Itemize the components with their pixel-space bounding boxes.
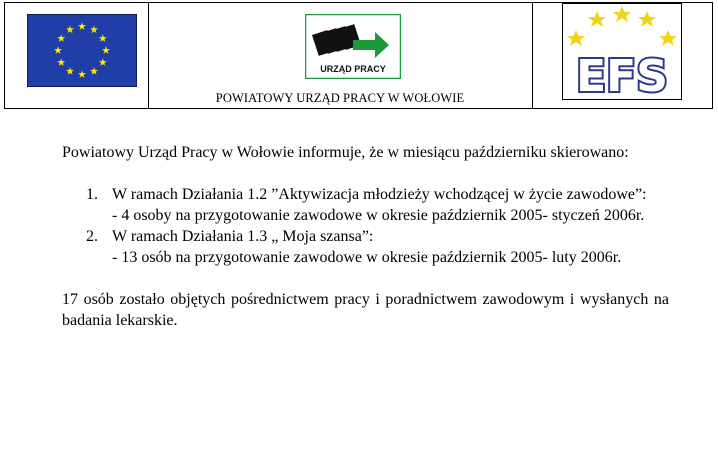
urzad-pracy-logo-text: URZĄD PRACY	[320, 64, 386, 74]
list-item	[62, 226, 669, 268]
referral-list	[62, 184, 669, 268]
eu-flag-icon	[27, 14, 137, 87]
list-item-number: 2.	[86, 228, 98, 245]
efs-logo	[562, 3, 682, 100]
urzad-pracy-logo	[305, 14, 401, 79]
list-item-title: W ramach Działania 1.2 ”Aktywizacja młodzieży wchodzącej w życie zawodowe”:	[112, 186, 647, 203]
efs-logo-text: EFS	[576, 51, 668, 100]
document-body	[62, 142, 669, 331]
list-item-detail: - 4 osoby na przygotowanie zawodowe w okresie październik 2005- styczeń 2006r.	[112, 207, 645, 224]
list-item-number: 1.	[86, 186, 98, 203]
letterhead-center-cell	[148, 3, 533, 108]
letterhead-left-cell	[5, 3, 149, 108]
list-item-title: W ramach Działania 1.3 „ Moja szansa”:	[112, 228, 374, 245]
letterhead	[4, 2, 713, 109]
letterhead-right-cell	[532, 3, 712, 108]
closing-paragraph: 17 osób zostało objętych pośrednictwem pracy i poradnictwem zawodowym i wysłanych na badania lekarskie.	[62, 291, 669, 329]
list-item	[62, 184, 669, 226]
intro-paragraph: Powiatowy Urząd Pracy w Wołowie informuje, że w miesiącu październiku skierowano:	[62, 144, 629, 161]
list-item-detail: - 13 osób na przygotowanie zawodowe w okresie październik 2005- luty 2006r.	[112, 249, 622, 266]
office-name-caption: POWIATOWY URZĄD PRACY W WOŁOWIE	[215, 91, 465, 105]
